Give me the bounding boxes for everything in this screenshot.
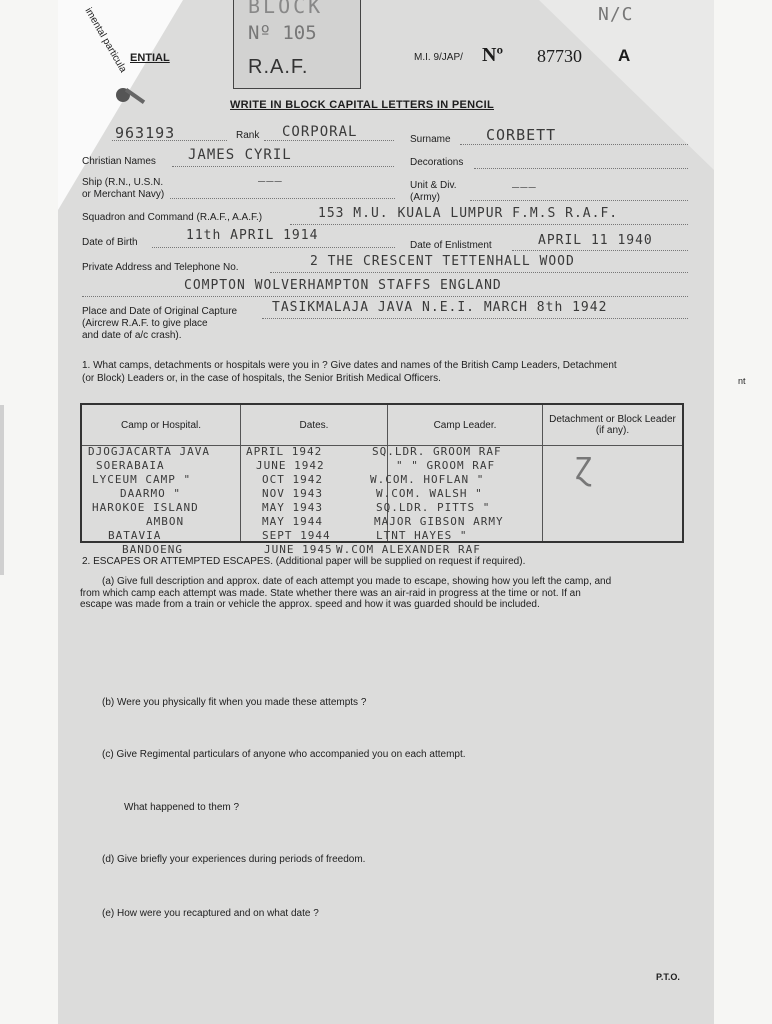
row-date: NOV 1943 bbox=[262, 487, 323, 500]
row-leader: " " GROOM RAF bbox=[396, 459, 496, 472]
section2-b: (b) Were you physically fit when you made these attempts ? bbox=[102, 697, 367, 708]
row-camp: SOERABAIA bbox=[96, 459, 165, 472]
column-dates: Dates. bbox=[241, 404, 388, 446]
row-camp: DAARMO " bbox=[120, 487, 181, 500]
capture-label-3: and date of a/c crash). bbox=[82, 330, 182, 341]
service-number-value: 963193 bbox=[115, 124, 176, 142]
pto-label: P.T.O. bbox=[656, 972, 680, 982]
stamp-line-3: R.A.F. bbox=[248, 56, 309, 78]
row-leader: SQ.LDR. PITTS " bbox=[376, 501, 491, 514]
form-suffix: A bbox=[618, 46, 631, 65]
row-date: JUNE 1942 bbox=[256, 459, 325, 472]
ship-label-2: or Merchant Navy) bbox=[82, 189, 165, 200]
margin-mark: nt bbox=[738, 376, 746, 386]
number-symbol: Nº bbox=[482, 44, 504, 66]
row-date: APRIL 1942 bbox=[246, 445, 323, 458]
decorations-label: Decorations bbox=[410, 157, 464, 168]
row-date: OCT 1942 bbox=[262, 473, 323, 486]
enlistment-value: APRIL 11 1940 bbox=[538, 233, 653, 248]
row-camp: AMBON bbox=[146, 515, 185, 528]
dob-value: 11th APRIL 1914 bbox=[186, 228, 319, 243]
section2-c-followup: What happened to them ? bbox=[124, 802, 240, 813]
capture-label-1: Place and Date of Original Capture bbox=[82, 306, 238, 317]
row-leader: W.COM. HOFLAN " bbox=[370, 473, 485, 486]
rank-label: Rank bbox=[236, 130, 260, 141]
table-header-row bbox=[81, 404, 683, 446]
stamp-line-2: Nº 105 bbox=[248, 22, 317, 44]
paper-clip-icon bbox=[116, 88, 130, 102]
row-camp: BATAVIA bbox=[108, 529, 162, 542]
section2-d: (d) Give briefly your experiences during periods of freedom. bbox=[102, 854, 366, 865]
detachment-mark: Ɀ bbox=[574, 452, 594, 487]
unit-value: ——— bbox=[512, 180, 537, 194]
form-reference: M.I. 9/JAP/ bbox=[414, 52, 463, 63]
row-date: SEPT 1944 bbox=[262, 529, 331, 542]
section1-question-line2: (or Block) Leaders or, in the case of hospitals, the Senior British Medical Officers. bbox=[82, 373, 441, 384]
left-edge-tab bbox=[0, 405, 4, 575]
section2-a-line1: (a) Give full description and approx. date of each attempt you made to escape, showing how you left the camp, and bbox=[102, 576, 612, 587]
row-camp: DJOGJACARTA JAVA bbox=[88, 445, 210, 458]
row-leader: W.COM ALEXANDER RAF bbox=[336, 543, 481, 556]
stamp-line-1: BLOCK bbox=[248, 0, 324, 18]
squadron-value: 153 M.U. KUALA LUMPUR F.M.S R.A.F. bbox=[318, 206, 619, 221]
squadron-label: Squadron and Command (R.A.F., A.A.F.) bbox=[82, 212, 263, 223]
column-detachment-leader: Detachment or Block Leader (if any). bbox=[543, 404, 684, 446]
row-camp: HAROKOE ISLAND bbox=[92, 501, 199, 514]
form-number: 87730 bbox=[537, 46, 582, 66]
capture-value: TASIKMALAJA JAVA N.E.I. MARCH 8th 1942 bbox=[272, 300, 608, 315]
christian-names-label: Christian Names bbox=[82, 156, 156, 167]
section2-a-line2: from which camp each attempt was made. State whether there was an air-raid in progress at the time or not. If an bbox=[80, 588, 581, 599]
row-leader: W.COM. WALSH " bbox=[376, 487, 483, 500]
address-value-2: COMPTON WOLVERHAMPTON STAFFS ENGLAND bbox=[184, 278, 502, 293]
block-stamp bbox=[233, 0, 361, 89]
row-leader: MAJOR GIBSON ARMY bbox=[374, 515, 504, 528]
fold-text: imental particula bbox=[82, 6, 129, 75]
row-camp: LYCEUM CAMP " bbox=[92, 473, 192, 486]
dob-label: Date of Birth bbox=[82, 237, 138, 248]
ship-value: ——— bbox=[258, 174, 283, 188]
unit-label-2: (Army) bbox=[410, 192, 440, 203]
row-camp: BANDOENG bbox=[122, 543, 183, 556]
address-value-1: 2 THE CRESCENT TETTENHALL WOOD bbox=[310, 254, 575, 269]
unit-label-1: Unit & Div. bbox=[410, 180, 457, 191]
surname-value: CORBETT bbox=[486, 126, 557, 144]
section2-a-line3: escape was made from a train or vehicle the approx. speed and how it was guarded should be included. bbox=[80, 599, 540, 610]
section1-question-line1: 1. What camps, detachments or hospitals were you in ? Give dates and names of the British Camp Leaders, Detachment bbox=[82, 360, 617, 371]
row-leader: SQ.LDR. GROOM RAF bbox=[372, 445, 502, 458]
instruction-heading: WRITE IN BLOCK CAPITAL LETTERS IN PENCIL bbox=[230, 99, 494, 111]
corner-note: N/C bbox=[598, 4, 634, 25]
column-camp-leader: Camp Leader. bbox=[388, 404, 543, 446]
christian-names-value: JAMES CYRIL bbox=[188, 147, 292, 163]
capture-label-2: (Aircrew R.A.F. to give place bbox=[82, 318, 208, 329]
row-date: MAY 1943 bbox=[262, 501, 323, 514]
rank-value: CORPORAL bbox=[282, 124, 358, 140]
column-camp: Camp or Hospital. bbox=[81, 404, 241, 446]
enlistment-label: Date of Enlistment bbox=[410, 240, 492, 251]
ship-label-1: Ship (R.N., U.S.N. bbox=[82, 177, 164, 188]
row-date: MAY 1944 bbox=[262, 515, 323, 528]
section2-title: 2. ESCAPES OR ATTEMPTED ESCAPES. (Additional paper will be supplied on request if required). bbox=[82, 556, 526, 567]
row-leader: LTNT HAYES " bbox=[376, 529, 468, 542]
address-label: Private Address and Telephone No. bbox=[82, 262, 239, 273]
row-date: JUNE 1945 bbox=[264, 543, 333, 556]
surname-label: Surname bbox=[410, 134, 451, 145]
confidential-label: ENTIAL bbox=[130, 52, 170, 64]
section2-e: (e) How were you recaptured and on what date ? bbox=[102, 908, 319, 919]
section2-c: (c) Give Regimental particulars of anyone who accompanied you on each attempt. bbox=[102, 749, 466, 760]
